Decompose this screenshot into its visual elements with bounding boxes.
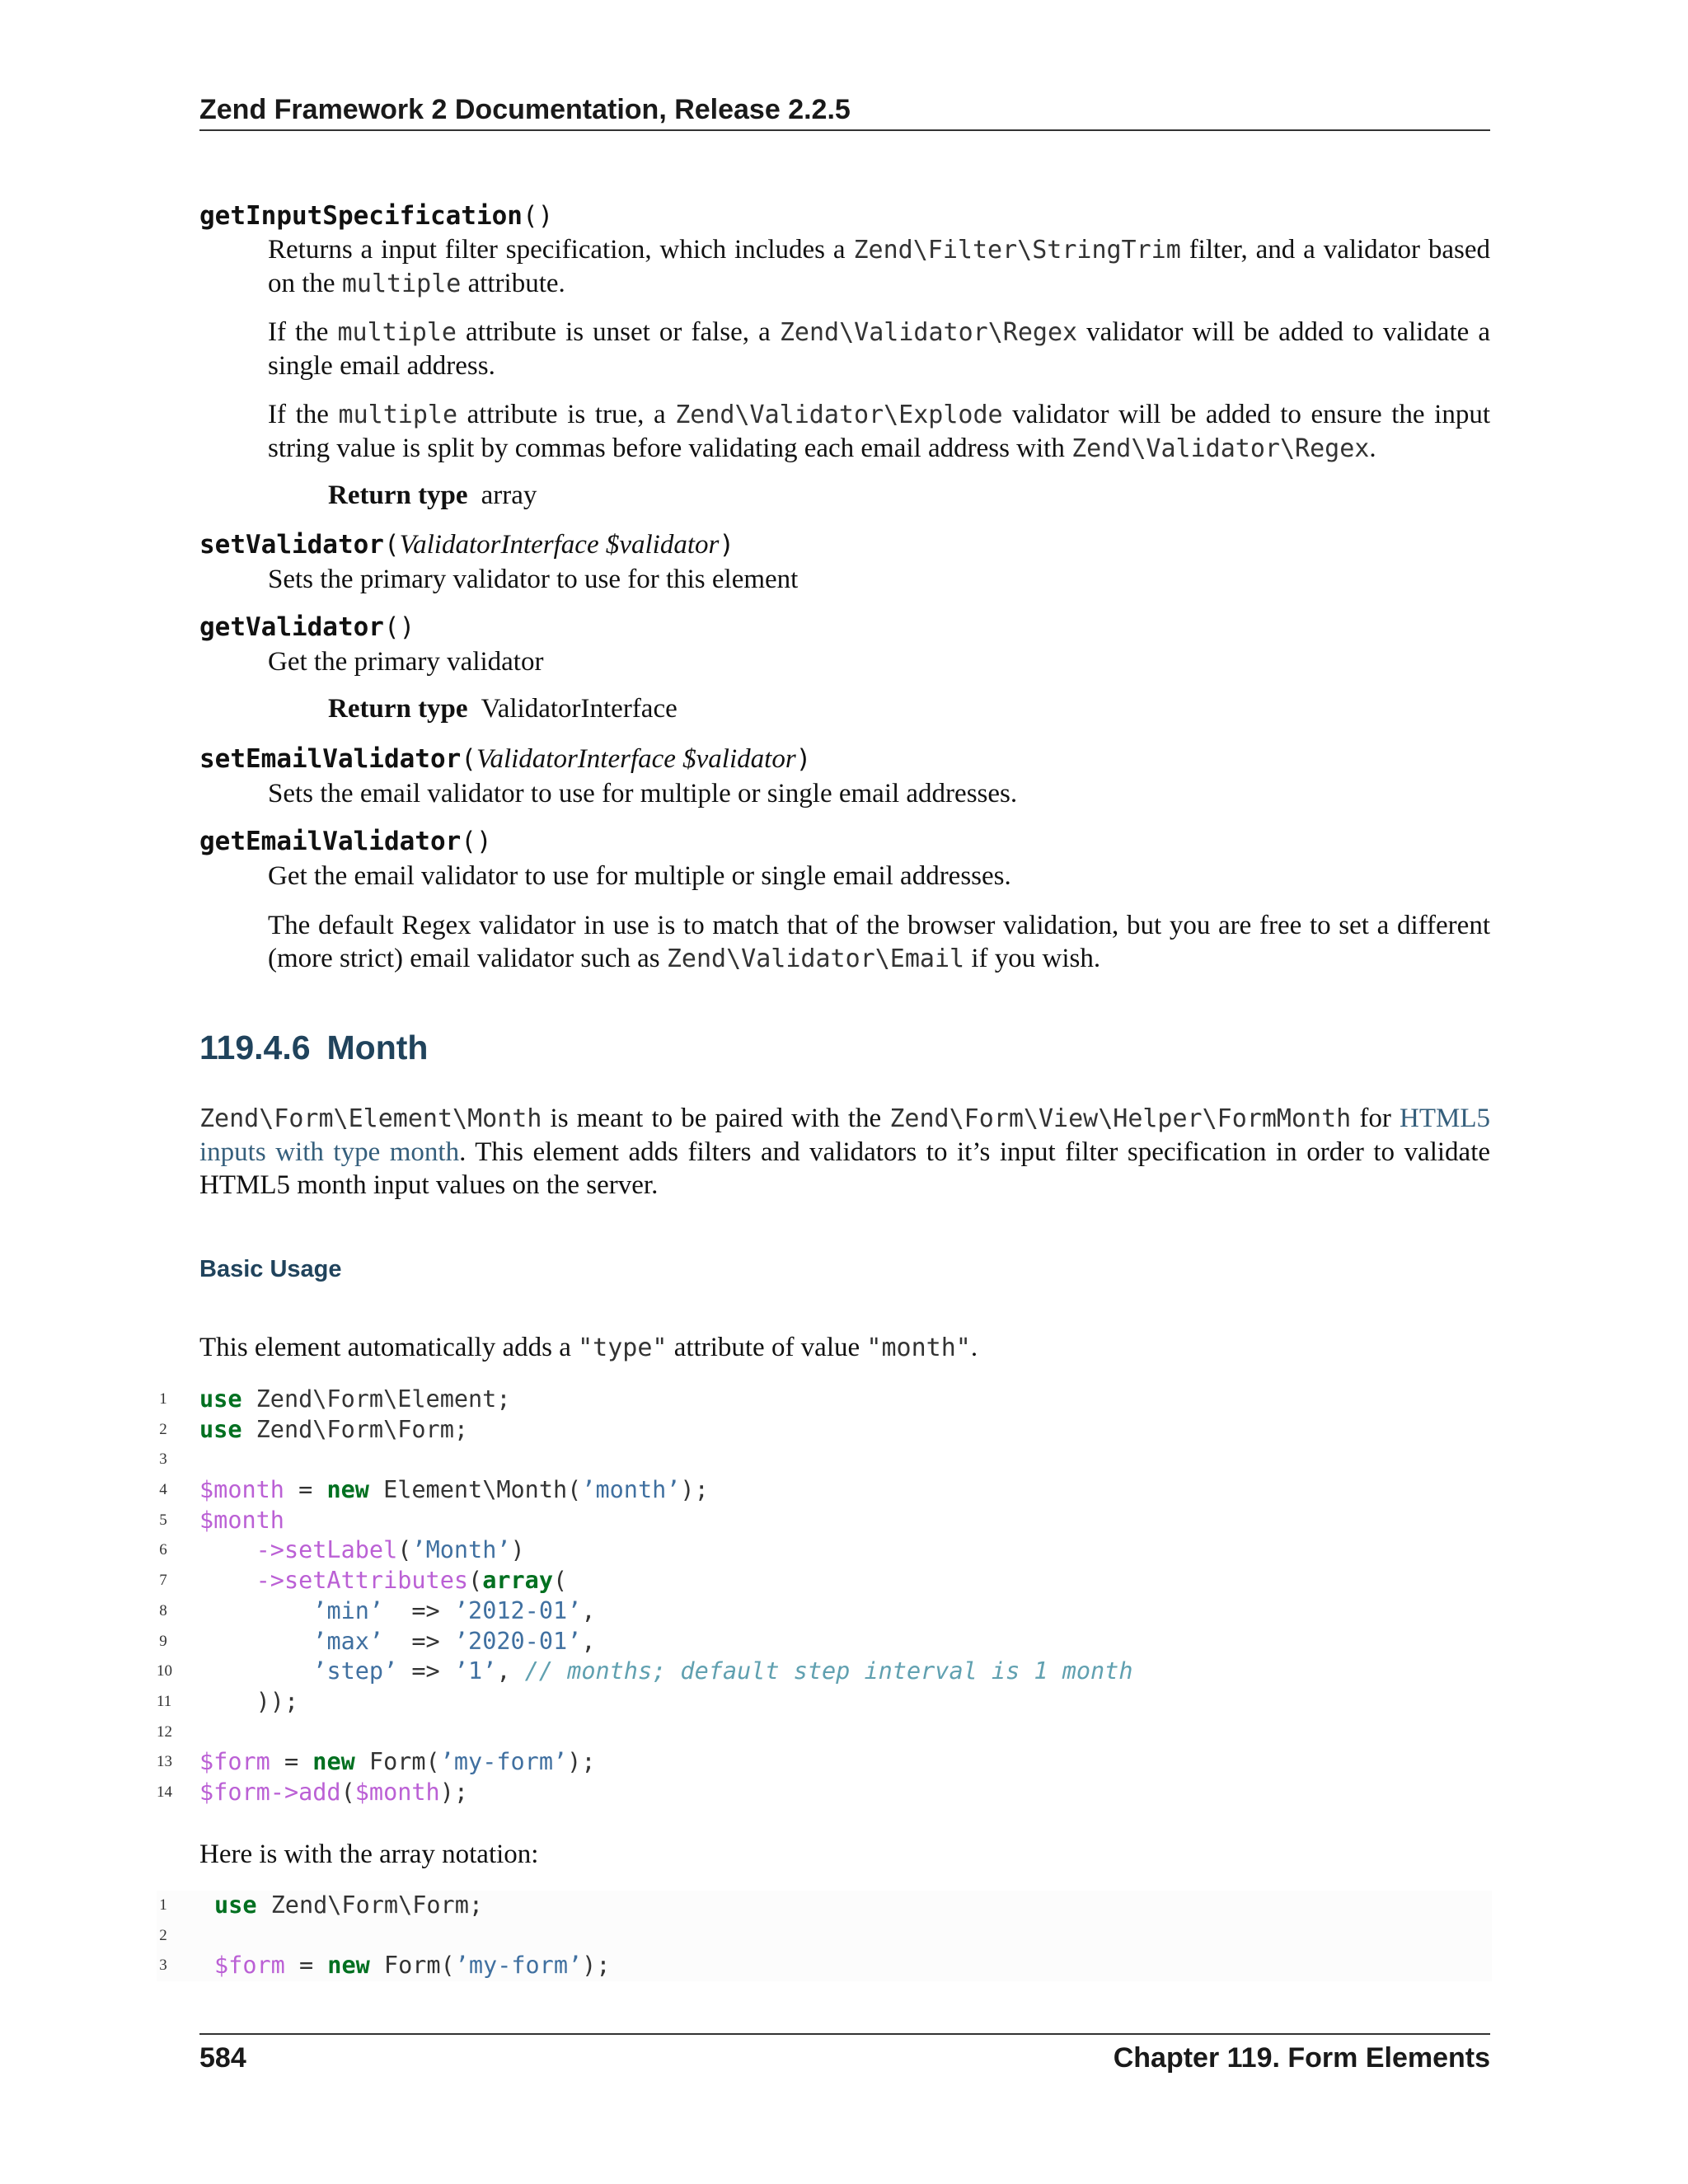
code-line: 12 bbox=[157, 1722, 172, 1741]
method-parens: () bbox=[522, 201, 554, 231]
method-description: Sets the email validator to use for multiple or single email addresses. bbox=[268, 779, 1018, 808]
running-header: Zend Framework 2 Documentation, Release 2.2.5 bbox=[199, 94, 851, 125]
code-line: 11 )); bbox=[157, 1687, 299, 1715]
return-type: Return type ValidatorInterface bbox=[328, 694, 678, 724]
method-signature-setEmailValidator: setEmailValidator(ValidatorInterface $validator) bbox=[199, 744, 812, 774]
code-line: 7 ->setAttributes(array( bbox=[159, 1567, 568, 1595]
method-note: The default Regex validator in use is to match that of the browser validation, but you are free to set a different (more strict) email validator such as Zend\Validator\Email if you wish. bbox=[268, 911, 1490, 973]
code-line: 9 ’max’ => ’2020-01’, bbox=[159, 1627, 596, 1655]
code-line: 1 use Zend\Form\Form; bbox=[159, 1891, 484, 1919]
code-line: 1 use Zend\Form\Element; bbox=[159, 1385, 511, 1413]
return-type: Return type array bbox=[328, 480, 537, 510]
method-description: Returns a input filter specification, which includes a Zend\Filter\StringTrim filter, and a validator based on the multiple attribute. bbox=[268, 235, 1491, 298]
code-line: 4 $month = new Element\Month(’month’); bbox=[159, 1476, 709, 1504]
footer-rule bbox=[199, 2033, 1490, 2035]
section-heading bbox=[199, 1029, 428, 1067]
method-signature-setValidator: setValidator(ValidatorInterface $validator) bbox=[199, 530, 735, 560]
page-number: 584 bbox=[199, 2042, 246, 2074]
code-line: 13 $form = new Form(’my-form’); bbox=[157, 1748, 596, 1776]
subsection-heading: Basic Usage bbox=[199, 1256, 342, 1282]
code-line: 3 $form = new Form(’my-form’); bbox=[159, 1952, 611, 1980]
section-title: Month bbox=[326, 1029, 429, 1066]
method-description-paragraph: If the multiple attribute is unset or false, a Zend\Validator\Regex validator will be added to validate a single email address. bbox=[268, 317, 1491, 381]
code-line: 2 use Zend\Form\Form; bbox=[159, 1415, 469, 1443]
html5-month-link[interactable]: HTML5 inputs with type month bbox=[199, 1104, 1490, 1167]
code-block bbox=[157, 1385, 1492, 1808]
code-line: 5 $month bbox=[159, 1506, 284, 1534]
code-line: 3 bbox=[159, 1451, 167, 1469]
code-line: 6 ->setLabel(’Month’) bbox=[159, 1536, 525, 1564]
code-line: 14 $form->add($month); bbox=[157, 1778, 469, 1806]
section-number: 119.4.6 bbox=[199, 1029, 311, 1066]
chapter-title: Chapter 119. Form Elements bbox=[1113, 2042, 1490, 2074]
method-signature-getInputSpecification bbox=[199, 201, 553, 232]
method-description: Get the primary validator bbox=[268, 647, 544, 677]
usage-paragraph: This element automatically adds a "type" attribute of value "month". bbox=[199, 1333, 978, 1362]
method-description-paragraph: If the multiple attribute is true, a Zend\Validator\Explode validator will be added to ensure the input string value is split by commas before validating each email address with Zend\Validator\Regex. bbox=[268, 400, 1491, 463]
method-name: getInputSpecification bbox=[199, 201, 523, 231]
code-block bbox=[157, 1891, 1492, 1981]
section-intro: Zend\Form\Element\Month is meant to be paired with the Zend\Form\View\Helper\FormMonth for HTML5 inputs with type month. This element adds filters and validators to it’s input filter specification in order to validate HTML5 month input values on the server. bbox=[199, 1104, 1491, 1200]
method-description: Get the email validator to use for multiple or single email addresses. bbox=[268, 861, 1011, 891]
header-rule bbox=[199, 129, 1490, 131]
method-signature-getValidator: getValidator() bbox=[199, 612, 415, 642]
method-signature-getEmailValidator: getEmailValidator() bbox=[199, 827, 492, 856]
code-line: 10 ’step’ => ’1’, // months; default step interval is 1 month bbox=[157, 1657, 1133, 1685]
array-notation-paragraph: Here is with the array notation: bbox=[199, 1840, 539, 1869]
page-footer bbox=[199, 2042, 1490, 2074]
method-description: Sets the primary validator to use for this element bbox=[268, 565, 799, 594]
code-line: 8 ’min’ => ’2012-01’, bbox=[159, 1596, 596, 1624]
code-line: 2 bbox=[159, 1926, 167, 1944]
